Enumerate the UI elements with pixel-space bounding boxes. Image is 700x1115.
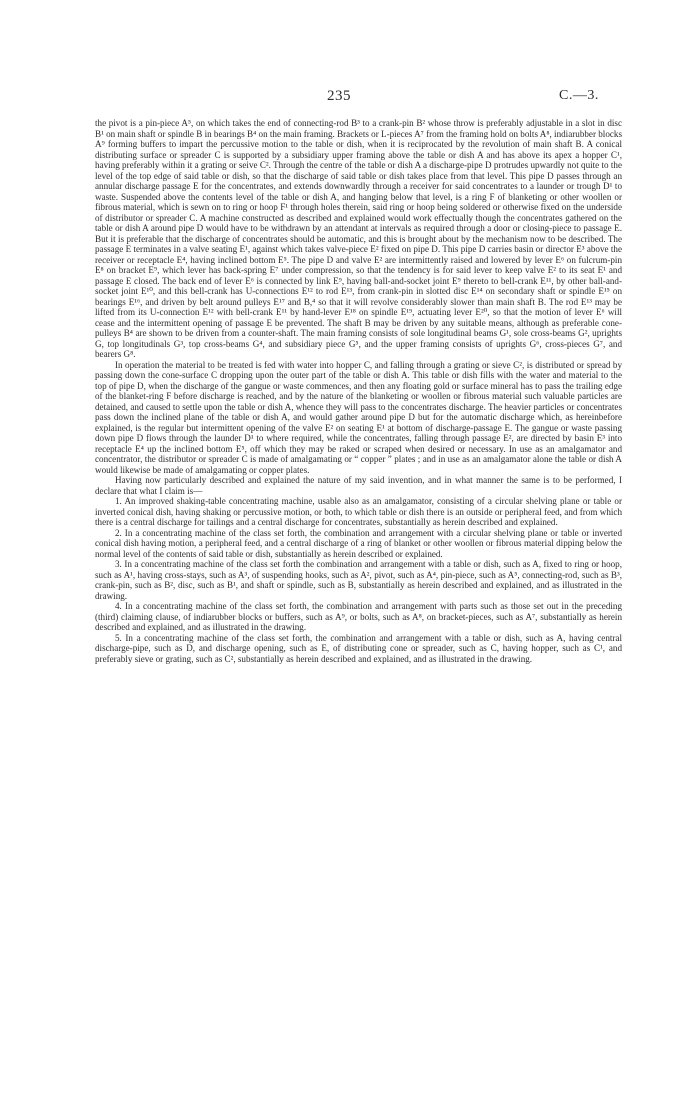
claim-5: 5. In a concentrating machine of the class set forth, the combination and arrangement with a table or dish, such as A, having central discharge-pipe, such as D, and discharge opening, such as E, of distributing cone or spreader, such as C, having hopper, such as C¹, and preferably sieve or grating, such as C², substantially as herein described and explained, and as illustrated in the drawing. — [95, 632, 622, 664]
claim-1: 1. An improved shaking-table concentrating machine, usable also as an amalgamator, consisting of a circular shelving plane or table or inverted conical dish, having shaking or percussive motion, or both, to which table or dish there is an outside or peripheral feed, and from which there is a central discharge for tailings and a central discharge for concentrates, substantially as herein described and explained. — [95, 496, 622, 527]
claim-2: 2. In a concentrating machine of the class set forth, the combination and arrangement with a circular shelving plane or table or inverted conical dish having motion, a peripheral feed, and a central discharge of a ring of blanket or other woollen or fibrous material dipping below the normal level of the contents of said table or dish, substantially as herein described or explained. — [95, 527, 622, 559]
paragraph-operation: In operation the material to be treated is fed with water into hopper C, and falling through a grating or sieve C², is distributed or spread by passing down the cone-surface C dropping upon the outer part of the table or dish A. This table or dish fills with the water and material to the top of pipe D, when the discharge of the gangue or waste commences, and then any floating gold or surface mineral has to pass the trailing edge of the blanket-ring F before discharge is reached, and by the nature of the blanketing or woollen or fibrous material such valuable particles are detained, and caused to settle upon the table or dish A, whence they will pass to the concentrates discharge. The heavier particles or concentrates pass down the inclined plane of the table or dish A, and would gather around pipe D but for the automatic discharge which, as hereinbefore explained, is the regular but intermittent opening of the valve E² on seating E¹ at bottom of discharge-passage E. The gangue or waste passing down pipe D flows through the launder D¹ to where required, while the concentrates, falling through passage E², are directed by basin E³ into receptacle E⁴ up the inclined bottom E⁵, off which they may be raked or scraped when desired or necessary. In use as an amalgamator and concentrator, the distributor or spreader C is made of amalgamating or “ copper ” plates ; and in use as an amalgamator alone the table or dish A would likewise be made of amalgamating or copper plates. — [95, 359, 622, 475]
paragraph-continuation: the pivot is a pin-piece A⁵, on which takes the end of connecting-rod B³ to a crank-pin B² whose throw is preferably adjustable in a slot in disc B¹ on main shaft or spindle B in bearings B⁴ on the main framing. Brackets or L-pieces A⁷ from the framing hold on bolts A⁸, indiarubber blocks A⁹ forming buffers to impart the percussive motion to the table or dish, when it is reciprocated by the revolution of main shaft B. A conical distributing surface or spreader C is supported by a subsidiary upper framing above the table or dish A and has above its apex a hopper C¹, having preferably within it a grating or seive C². Through the centre of the table or dish A a discharge-pipe D protrudes upwardly not quite to the level of the top edge of said table or dish, so that the discharge of said table or dish takes place from that level. This pipe D passes through an annular discharge passage E for the concentrates, and extends downwardly through a receiver for said concentrates to a launder or trough D¹ to waste. Suspended above the contents level of the table or dish A, and hanging below that level, is a ring F of blanketing or other woollen or fibrous material, which is sewn on to ring or hoop F¹ through holes therein, said ring or hoop being soldered or otherwise fixed on the underside of distributor or spreader C. A machine constructed as described and explained would work effectually though the concentrates gathered on the table or dish A around pipe D would have to be withdrawn by an attendant at intervals as required through a door or closing-piece to passage E. But it is preferable that the discharge of concentrates should be automatic, and this is brought about by the mechanism now to be described. The passage E terminates in a valve seating E¹, against which takes valve-piece E² fixed on pipe D. This pipe D carries basin or director E³ above the receiver or receptacle E⁴, having inclined bottom E⁵. The pipe D and valve E² are intermittently raised and lowered by lever E⁶ on fulcrum-pin E⁸ on bracket E⁹, which lever has back-spring E⁷ under compression, so that the tendency is for said lever to keep valve E² to its seat E¹ and passage E closed. The back end of lever E⁶ is connected by link E⁹, having ball-and-socket joint E⁹ thereto to bell-crank E¹¹, by other ball-and-socket joint E¹⁰, and this bell-crank has U-connections E¹² to rod E¹³, from crank-pin in slotted disc E¹⁴ on secondary shaft or spindle E¹⁵ on bearings E¹⁶, and driven by belt around pulleys E¹⁷ and B,⁴ so that it will revolve considerably slower than main shaft B. The rod E¹³ may be lifted from its U-connection E¹² with bell-crank E¹¹ by hand-lever E¹⁸ on spindle E¹⁹, actuating lever E²⁰, so that the motion of lever E⁶ will cease and the intermittent opening of passage E be prevented. The shaft B may be driven by any suitable means, although as preferable cone-pulleys B⁴ are shown to be driven from a counter-shaft. The main framing consists of sole longitudinal beams G¹, sole cross-beams G², uprights G, top longitudinals G³, top cross-beams G⁴, and subsidiary piece G⁵, and the upper framing consists of uprights G⁶, cross-pieces G⁷, and bearers G⁸. — [95, 118, 622, 359]
claim-4: 4. In a concentrating machine of the class set forth, the combination and arrangement with parts such as those set out in the preceding (third) claiming clause, of indiarubber blocks or buffers, such as A⁹, or bolts, such as A⁸, on bracket-pieces, such as A⁷, substantially as herein described and explained, and as illustrated in the drawing. — [95, 601, 622, 632]
body-text — [95, 118, 622, 664]
series-reference: C.—3. — [559, 88, 599, 103]
page-header — [0, 88, 700, 108]
claim-3: 3. In a concentrating machine of the class set forth the combination and arrangement with a table or dish, such as A, fixed to ring or hoop, such as A¹, having cross-stays, such as A³, of suspending hooks, such as A², pivot, such as A⁴, pin-piece, such as A⁵, connecting-rod, such as B³, crank-pin, such as B², disc, such as B¹, and shaft or spindle, such as B, substantially as herein described and explained, and as illustrated in the drawing. — [95, 559, 622, 601]
paragraph-claim-intro: Having now particularly described and explained the nature of my said invention, and in what manner the same is to be performed, I declare that what I claim is— — [95, 475, 622, 496]
page-number: 235 — [327, 88, 351, 104]
